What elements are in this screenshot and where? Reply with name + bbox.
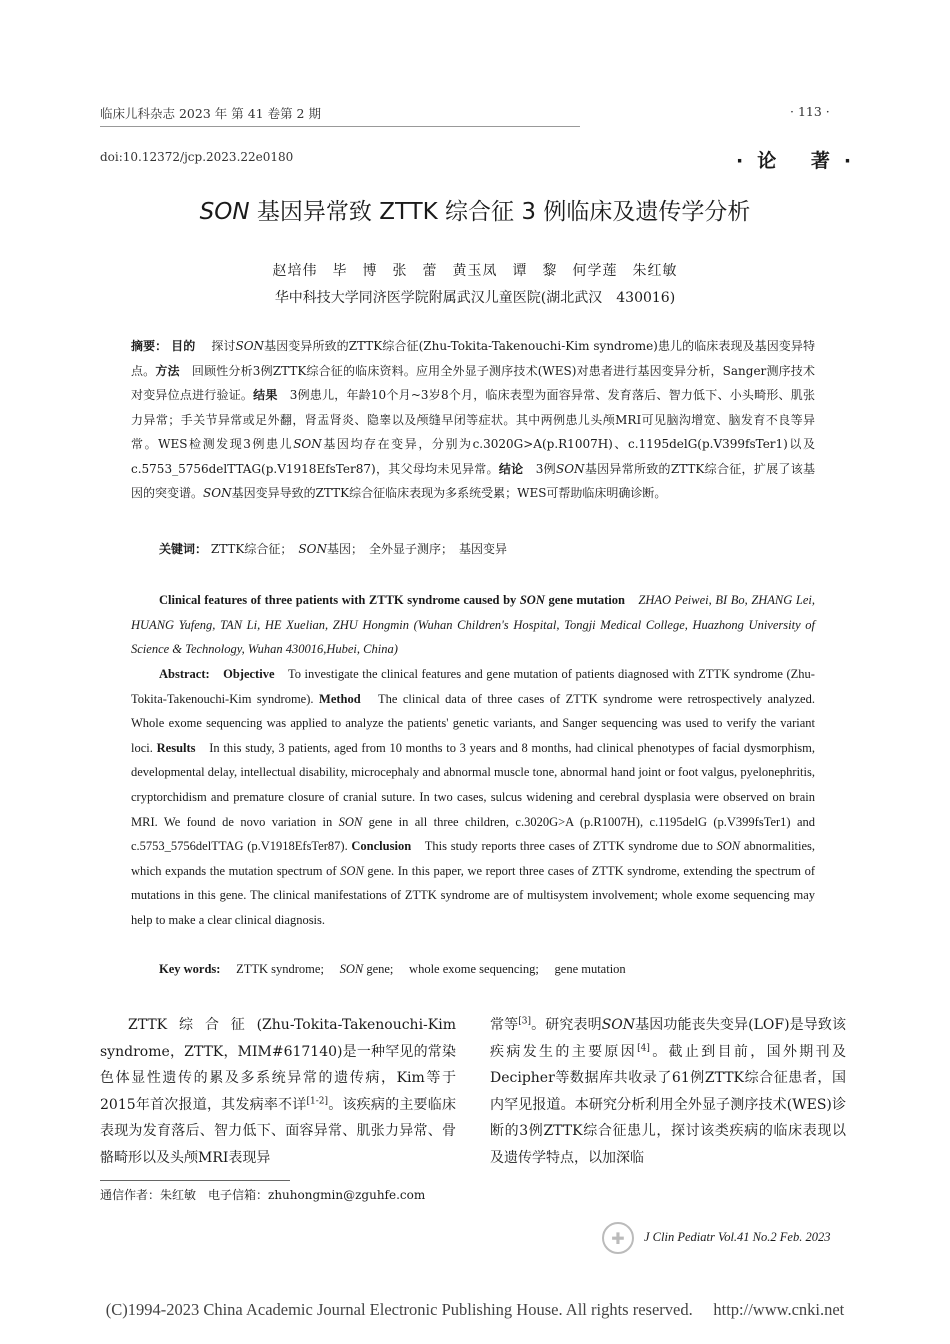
correspondence-footnote: 通信作者：朱红敏 电子信箱：zhuhongmin@zguhfe.com (100, 1188, 426, 1202)
objective-en-label: Objective (223, 667, 275, 681)
body-right-mid2: 基因功能丧失变异(LOF)是导致该疾病发生的主要原因 (490, 1017, 847, 1060)
keywords-cn-label: 关键词： (159, 542, 208, 556)
affiliation: 华中科技大学同济医学院附属武汉儿童医院(湖北武汉 430016) (274, 290, 676, 306)
body-right-ref1: [3] (518, 1016, 531, 1027)
abstract-en-label: Abstract: (159, 667, 210, 681)
keyword-cn-4: 基因变异 (459, 542, 508, 556)
english-authors-affiliation: ZHAO Peiwei, BI Bo, ZHANG Lei, HUANG Yufeng, TAN Li, HE Xuelian, ZHU Hongmin (Wuhan Children's Hospital, Tongji Medical College, Huazhong University of Science & Technology, Wuhan 430016,Hubei, China) (131, 593, 815, 657)
conclusion-cn-post: 基因变异导致的ZTTK综合征临床表现为多系统受累；WES可帮助临床明确诊断。 (231, 486, 667, 500)
conclusion-cn-gene1: SON (555, 461, 585, 476)
keyword-en-1: ZTTK syndrome; (236, 962, 324, 976)
keywords-cn (159, 540, 507, 557)
objective-cn-gene: SON (235, 339, 265, 353)
keyword-cn-1: ZTTK综合征； (210, 542, 287, 556)
conclusion-en-gene2: SON (340, 863, 364, 878)
keywords-en (159, 957, 815, 982)
objective-cn-pre: 探讨 (211, 339, 236, 353)
english-title-gene: SON (519, 593, 545, 607)
method-cn: 回顾性分析3例ZTTK综合征的临床资料。应用全外显子测序技术(WES)对患者进行基因变异分析，Sanger测序技术对变异位点进行验证。 (131, 363, 815, 402)
results-en-label: Results (156, 740, 196, 755)
conclusion-cn-gene2: SON (203, 486, 232, 500)
abstract-cn (131, 334, 815, 506)
doi: doi:10.12372/jcp.2023.22e0180 (100, 150, 294, 164)
objective-cn-label: 目的 (171, 339, 196, 353)
section-tag: ·论 著· (736, 150, 866, 172)
body-right-gene: SON (601, 1017, 636, 1033)
results-cn-gene: SON (293, 437, 322, 451)
results-en-gene: SON (338, 814, 363, 829)
title-rest: 基因异常致 ZTTK 综合征 3 例临床及遗传学分析 (249, 199, 751, 225)
keyword-cn-2: 基因； (326, 542, 357, 556)
conclusion-cn-mid: 基因异常所致的ZTTK综合征，扩展了该基因的突变谱。 (131, 461, 815, 500)
results-cn-post: 基因均存在变异，分别为c.3020G>A(p.R1007H)、c.1195delG(p.V399fsTer1)以及c.5753_5756delTTAG(p.V1918EfsTer87)，其父母均未见异常。 (131, 437, 815, 476)
running-header: 临床儿科杂志 2023 年 第 41 卷第 2 期 (100, 106, 321, 121)
keyword-cn-2-gene: SON (298, 542, 327, 556)
body-right-column (490, 1012, 846, 1171)
keyword-en-2-gene: SON (339, 962, 364, 976)
conclusion-en-post: gene. In this paper, we report three cases of ZTTK syndrome, extending the spectrum of mutations in this gene. The clinical manifestations of ZTTK syndrome are of multisystem involvement; whole exome sequencing may help to make a clear clinical diagnosis. (131, 863, 816, 927)
results-cn-pre: 3例患儿，年龄10个月~3岁8个月，临床表型为面容异常、发育落后、智力低下、小头畸形、肌张力异常；手关节异常或足外翻，肾盂肾炎、隐睾以及颅缝早闭等症状。其中两例患儿头颅MRI可见脑沟增宽、脑发育不良等异常。WES检测发现3例患儿 (131, 388, 815, 451)
keyword-cn-3: 全外显子测序； (369, 542, 448, 556)
english-title-block (131, 588, 815, 662)
copyright-line: (C)1994-2023 China Academic Journal Electronic Publishing House. All rights reserved. http://www.cnki.net (105, 1300, 845, 1319)
abstract-cn-label: 摘要： (131, 339, 168, 353)
paper-title (0, 193, 950, 226)
page-number: · 113 · (790, 104, 830, 119)
body-left-column (100, 1012, 456, 1171)
objective-en: To investigate the clinical features and gene mutation of patients diagnosed with ZTTK syndrome (Zhu-Tokita-Takenouchi-Kim syndrome). (131, 667, 815, 706)
results-cn-label: 结果 (253, 388, 278, 402)
footer-journal: J Clin Pediatr Vol.41 No.2 Feb. 2023 (644, 1230, 831, 1244)
keyword-en-2: gene; (366, 962, 394, 976)
body-right-mid1: 。研究表明 (531, 1017, 602, 1033)
title-gene: SON (199, 199, 250, 225)
method-cn-label: 方法 (155, 363, 180, 378)
body-left-ref: [1-2] (306, 1095, 329, 1106)
abstract-en (131, 662, 815, 933)
authors: 赵培伟 毕 博 张 蕾 黄玉凤 谭 黎 何学莲 朱红敏 (272, 263, 678, 279)
results-en-pre: In this study, 3 patients, aged from 10 months to 3 years and 8 months, had clinical phenotypes of facial dysmorphism, developmental delay, intellectual disability, microcephaly and abnormal muscle tone, abnormal hand joint or foot valgus, pyelonephritis, cryptorchidism and premature closure of cranial suture. In two cases, sulcus widening and cerebral dysplasia were observed on brain MRI. We found de novo variation in (131, 740, 816, 829)
keyword-en-3: whole exome sequencing; (409, 962, 539, 976)
header-rule (100, 126, 580, 127)
method-en-label: Method (319, 691, 361, 706)
results-en-post: gene in all three children, c.3020G>A (p.R1007H), c.1195delG (p.V399fsTer1) and c.5753_5756delTTAG (p.V1918EfsTer87). (131, 814, 816, 854)
body-right-post: 。截止到目前，国外期刊及Decipher等数据库共收录了61例ZTTK综合征患者，国内罕见报道。本研究分析利用全外显子测序技术(WES)诊断的3例ZTTK综合征患儿，探讨该类疾病的临床表现以及遗传学特点，以加深临 (490, 1043, 847, 1166)
english-title-pre: Clinical features of three patients with ZTTK syndrome caused by (159, 593, 520, 607)
body-left-text2: 。该疾病的主要临床表现为发育落后、智力低下、面容异常、肌张力异常、骨骼畸形以及头颅MRI表现异 (100, 1096, 456, 1166)
conclusion-en-mid: abnormalities, which expands the mutation spectrum of (131, 839, 816, 878)
conclusion-cn-pre: 3例 (535, 461, 556, 476)
footnote-rule (100, 1180, 290, 1181)
objective-cn-post: 基因变异所致的ZTTK综合征(Zhu-Tokita-Takenouchi-Kim syndrome)患儿的临床表现及基因变异特点。 (131, 339, 815, 378)
conclusion-en-pre: This study reports three cases of ZTTK syndrome due to (424, 839, 713, 854)
journal-seal-icon: ✚ (602, 1222, 634, 1254)
conclusion-cn-label: 结论 (498, 461, 524, 476)
keyword-en-4: gene mutation (554, 962, 626, 976)
body-right-pre: 常等 (490, 1017, 519, 1033)
body-right-ref2: [4] (637, 1042, 650, 1053)
conclusion-en-label: Conclusion (351, 839, 412, 854)
conclusion-en-gene1: SON (716, 839, 741, 854)
keywords-en-label: Key words: (159, 962, 221, 976)
body-left-text: ZTTK综合征(Zhu-Tokita-Takenouchi-Kim syndrome，ZTTK，MIM#617140)是一种罕见的常染色体显性遗传的累及多系统异常的遗传病，Kim等于2015年首次报道，其发病率不详 (100, 1017, 456, 1113)
english-title-post: gene mutation (544, 593, 625, 607)
method-en: The clinical data of three cases of ZTTK syndrome were retrospectively analyzed. Whole exome sequencing was applied to analyze the patients' genetic variants, and Sanger sequencing was used to verify the variant loci. (131, 691, 815, 755)
